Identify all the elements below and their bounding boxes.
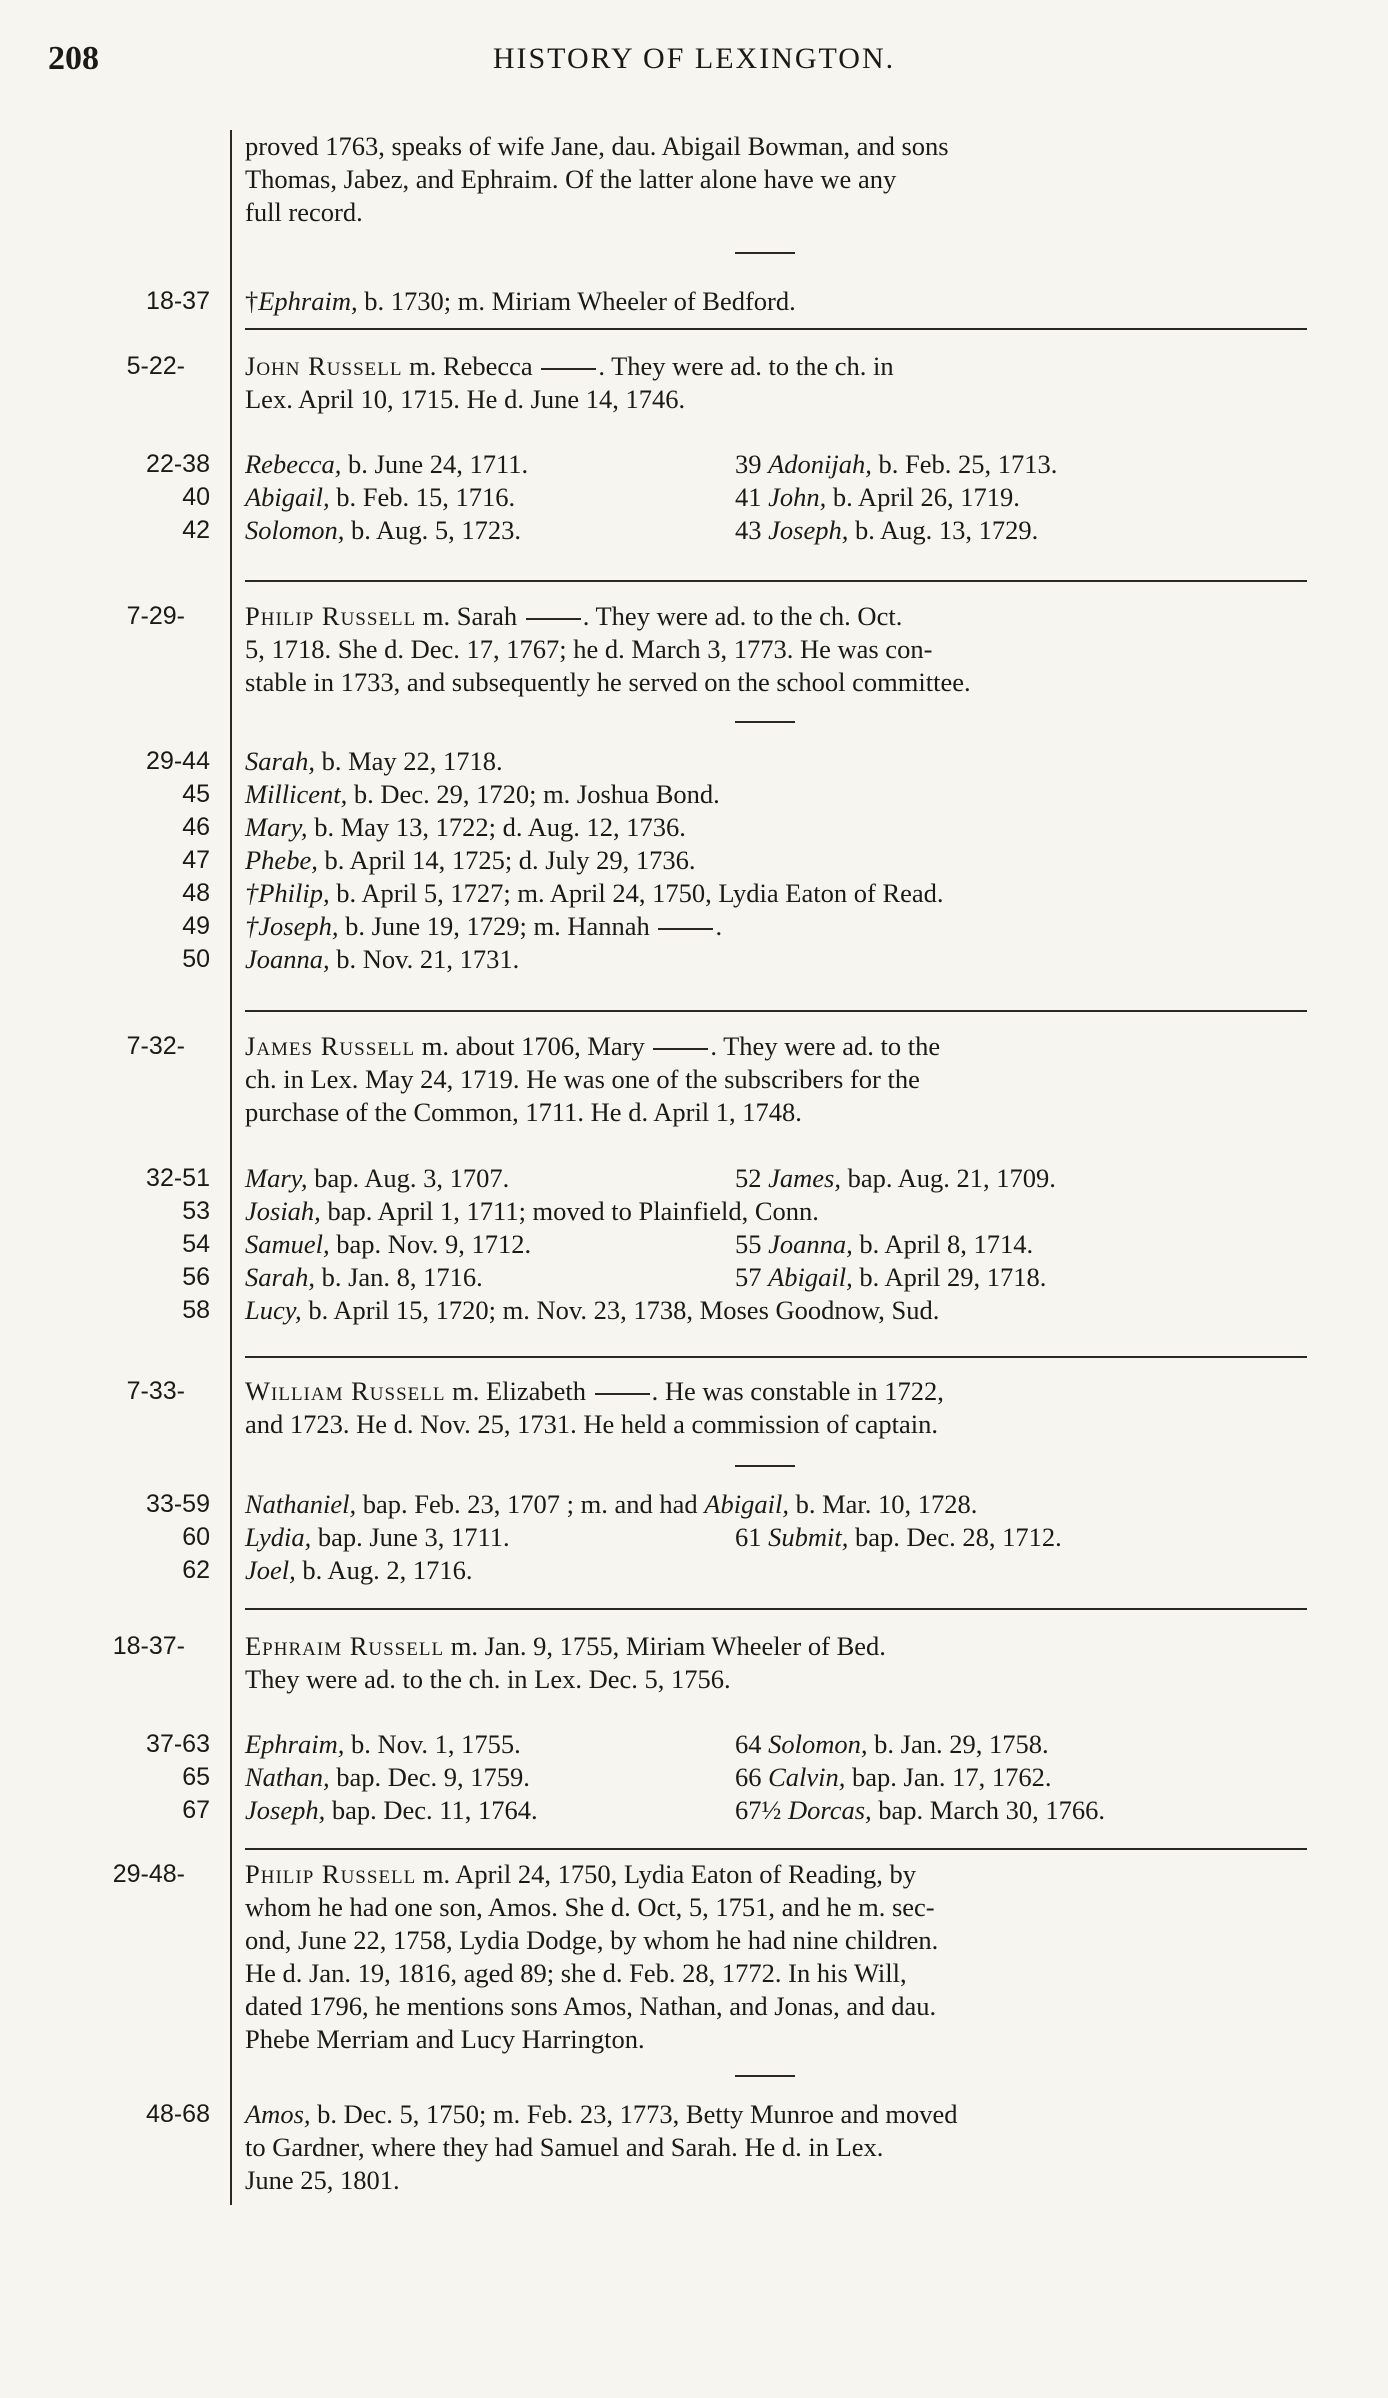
paragraph-line: June 25, 1801. (245, 2165, 400, 2195)
family-head: James Russell (245, 1031, 416, 1061)
child-entry: Amos, b. Dec. 5, 1750; m. Feb. 23, 1773, Betty Munroe and moved (245, 2099, 958, 2129)
paragraph-line: ond, June 22, 1758, Lydia Dodge, by whom he had nine children. (245, 1925, 939, 1955)
paragraph-line: stable in 1733, and subsequently he served on the school committee. (245, 667, 971, 697)
entry-line: †Ephraim, b. 1730; m. Miriam Wheeler of Bedford. (245, 286, 796, 316)
ref-number: 47 (182, 846, 210, 874)
ref-number: 5-22- (126, 352, 185, 380)
ref-number: 37-63 (146, 1730, 210, 1758)
ref-number: 65 (182, 1763, 210, 1791)
child-entry: Phebe, b. April 14, 1725; d. July 29, 1736. (245, 845, 696, 875)
ref-number: 49 (182, 912, 210, 940)
ref-number: 18-37- (112, 1632, 185, 1660)
child-name: Ephraim, (258, 286, 358, 316)
paragraph-line: They were ad. to the ch. in Lex. Dec. 5, 1756. (245, 1664, 731, 1694)
child-entry: 64 Solomon, b. Jan. 29, 1758. (735, 1729, 1049, 1759)
intro-line: Thomas, Jabez, and Ephraim. Of the latter alone have we any (245, 164, 897, 194)
paragraph-line: ch. in Lex. May 24, 1719. He was one of the subscribers for the (245, 1064, 920, 1094)
ref-number: 48 (182, 879, 210, 907)
intro-line: full record. (245, 197, 363, 227)
child-entry: 61 Submit, bap. Dec. 28, 1712. (735, 1522, 1062, 1552)
paragraph-line: and 1723. He d. Nov. 25, 1731. He held a commission of captain. (245, 1409, 939, 1439)
ref-number: 58 (182, 1296, 210, 1324)
ref-number: 7-29- (126, 602, 185, 630)
intro-line: proved 1763, speaks of wife Jane, dau. Abigail Bowman, and sons (245, 131, 949, 161)
family-head: William Russell (245, 1376, 446, 1406)
paragraph-line: Lex. April 10, 1715. He d. June 14, 1746. (245, 384, 686, 414)
short-divider (735, 721, 795, 723)
ref-number: 40 (182, 483, 210, 511)
short-divider (735, 252, 795, 254)
family-head: Ephraim Russell (245, 1631, 445, 1661)
child-entry: 39 Adonijah, b. Feb. 25, 1713. (735, 449, 1058, 479)
ref-number: 33-59 (146, 1490, 210, 1518)
ref-number: 60 (182, 1523, 210, 1551)
paragraph-line: 5, 1718. She d. Dec. 17, 1767; he d. March 3, 1773. He was con- (245, 634, 933, 664)
blank-dash (541, 368, 596, 370)
section-divider (245, 1608, 1307, 1610)
child-entry: Sarah, b. May 22, 1718. (245, 746, 503, 776)
child-entry: Lydia, bap. June 3, 1711. (245, 1522, 510, 1552)
ref-number: 54 (182, 1230, 210, 1258)
child-entry: Mary, bap. Aug. 3, 1707. (245, 1163, 510, 1193)
child-entry: Ephraim, b. Nov. 1, 1755. (245, 1729, 521, 1759)
child-entry: Josiah, bap. April 1, 1711; moved to Plainfield, Conn. (245, 1196, 819, 1226)
ref-number: 46 (182, 813, 210, 841)
blank-dash (595, 1393, 650, 1395)
ref-number: 50 (182, 945, 210, 973)
child-entry: 57 Abigail, b. April 29, 1718. (735, 1262, 1047, 1292)
paragraph-line: to Gardner, where they had Samuel and Sarah. He d. in Lex. (245, 2132, 884, 2162)
ref-number: 62 (182, 1556, 210, 1584)
child-entry: Rebecca, b. June 24, 1711. (245, 449, 529, 479)
section-divider (245, 1356, 1307, 1358)
family-head-line: William Russell m. Elizabeth . He was constable in 1722, (245, 1376, 944, 1406)
child-entry: Millicent, b. Dec. 29, 1720; m. Joshua Bond. (245, 779, 720, 809)
child-entry: Lucy, b. April 15, 1720; m. Nov. 23, 1738, Moses Goodnow, Sud. (245, 1295, 940, 1325)
ref-number: 67 (182, 1796, 210, 1824)
blank-dash (653, 1048, 708, 1050)
short-divider (735, 2075, 795, 2077)
page-header (0, 40, 1388, 90)
margin-rule (230, 130, 232, 2205)
paragraph-line: whom he had one son, Amos. She d. Oct, 5, 1751, and he m. sec- (245, 1892, 935, 1922)
ref-number: 29-48- (112, 1860, 185, 1888)
child-entry: 66 Calvin, bap. Jan. 17, 1762. (735, 1762, 1052, 1792)
child-entry: †Joseph, b. June 19, 1729; m. Hannah . (245, 911, 723, 941)
family-head-line: John Russell m. Rebecca . They were ad. to the ch. in (245, 351, 894, 381)
family-head-line: Philip Russell m. April 24, 1750, Lydia Eaton of Reading, by (245, 1859, 917, 1889)
short-divider (735, 1465, 795, 1467)
ref-number: 45 (182, 780, 210, 808)
paragraph-line: Phebe Merriam and Lucy Harrington. (245, 2024, 645, 2054)
ref-number: 48-68 (146, 2100, 210, 2128)
ref-number: 18-37 (146, 287, 210, 315)
family-head-line: Ephraim Russell m. Jan. 9, 1755, Miriam Wheeler of Bed. (245, 1631, 886, 1661)
ref-number: 22-38 (146, 450, 210, 478)
child-entry: Sarah, b. Jan. 8, 1716. (245, 1262, 483, 1292)
child-entry: 67½ Dorcas, bap. March 30, 1766. (735, 1795, 1105, 1825)
child-entry: 52 James, bap. Aug. 21, 1709. (735, 1163, 1056, 1193)
child-entry: 55 Joanna, b. April 8, 1714. (735, 1229, 1034, 1259)
child-entry: Joanna, b. Nov. 21, 1731. (245, 944, 520, 974)
child-entry: Solomon, b. Aug. 5, 1723. (245, 515, 522, 545)
section-divider (245, 1848, 1307, 1850)
blank-dash (658, 928, 713, 930)
ref-number: 53 (182, 1197, 210, 1225)
paragraph-line: purchase of the Common, 1711. He d. April 1, 1748. (245, 1097, 802, 1127)
section-divider (245, 580, 1307, 582)
ref-number: 7-33- (126, 1377, 185, 1405)
family-head: Philip Russell (245, 1859, 417, 1889)
child-entry: 43 Joseph, b. Aug. 13, 1729. (735, 515, 1039, 545)
child-entry: Abigail, b. Feb. 15, 1716. (245, 482, 516, 512)
ref-number: 7-32- (126, 1032, 185, 1060)
section-divider (245, 1010, 1307, 1012)
family-head: Philip Russell (245, 601, 417, 631)
paragraph-line: dated 1796, he mentions sons Amos, Nathan, and Jonas, and dau. (245, 1991, 937, 2021)
page-number: 208 (48, 40, 99, 77)
section-divider (245, 328, 1307, 330)
family-head-line: James Russell m. about 1706, Mary . They were ad. to the (245, 1031, 941, 1061)
child-entry: Joseph, bap. Dec. 11, 1764. (245, 1795, 538, 1825)
child-entry: Mary, b. May 13, 1722; d. Aug. 12, 1736. (245, 812, 686, 842)
paragraph-line: He d. Jan. 19, 1816, aged 89; she d. Feb. 28, 1772. In his Will, (245, 1958, 907, 1988)
child-entry: Nathan, bap. Dec. 9, 1759. (245, 1762, 530, 1792)
running-head: HISTORY OF LEXINGTON. (492, 42, 896, 75)
ref-number: 56 (182, 1263, 210, 1291)
child-entry: Samuel, bap. Nov. 9, 1712. (245, 1229, 532, 1259)
child-entry: †Philip, b. April 5, 1727; m. April 24, 1750, Lydia Eaton of Read. (245, 878, 944, 908)
ref-number: 42 (182, 516, 210, 544)
family-head-line: Philip Russell m. Sarah . They were ad. to the ch. Oct. (245, 601, 903, 631)
child-entry: Nathaniel, bap. Feb. 23, 1707 ; m. and had Abigail, b. Mar. 10, 1728. (245, 1489, 978, 1519)
dagger: † (245, 286, 259, 316)
blank-dash (526, 618, 581, 620)
ref-number: 32-51 (146, 1164, 210, 1192)
ref-number: 29-44 (146, 747, 210, 775)
child-entry: Joel, b. Aug. 2, 1716. (245, 1555, 473, 1585)
child-entry: 41 John, b. April 26, 1719. (735, 482, 1020, 512)
family-head: John Russell (245, 351, 403, 381)
